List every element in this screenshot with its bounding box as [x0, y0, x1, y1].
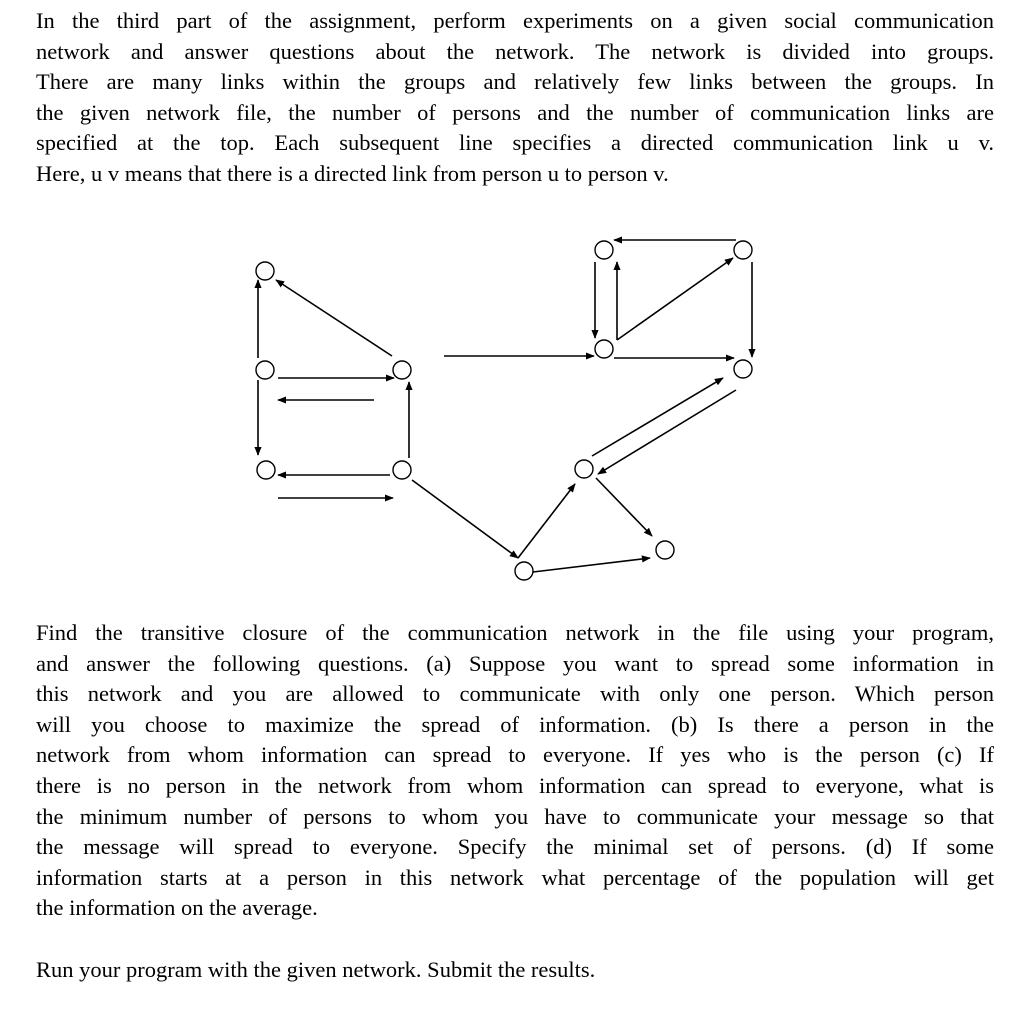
- edge: [412, 480, 518, 558]
- node: [257, 461, 275, 479]
- text-line: In the third part of the assignment, perform experiments on a given social communication: [36, 8, 994, 33]
- node: [734, 241, 752, 259]
- text-line: specified at the top. Each subsequent line specifies a directed communication link u v.: [36, 130, 994, 156]
- edge: [592, 378, 723, 456]
- text-line: Here, u v means that there is a directed link from person u to person v.: [36, 160, 669, 186]
- node: [393, 361, 411, 379]
- closing-paragraph: [36, 955, 994, 986]
- node: [515, 562, 533, 580]
- text-line: Find the transitive closure of the communication network in the file using your program,: [36, 620, 994, 645]
- questions-paragraph: [36, 618, 994, 924]
- edge: [596, 478, 652, 536]
- edge: [518, 484, 575, 558]
- node: [595, 241, 613, 259]
- text-line: the given network file, the number of persons and the number of communication links are: [36, 99, 994, 125]
- edge: [617, 258, 733, 340]
- network-diagram: [0, 220, 1024, 590]
- node: [595, 340, 613, 358]
- text-line: the minimum number of persons to whom you have to communicate your message so that: [36, 803, 994, 829]
- text-line: Run your program with the given network. Submit the results.: [36, 957, 596, 982]
- node: [656, 541, 674, 559]
- node: [256, 262, 274, 280]
- text-line: and answer the following questions. (a) Suppose you want to spread some information in: [36, 650, 994, 676]
- node: [256, 361, 274, 379]
- node: [575, 460, 593, 478]
- text-line: this network and you are allowed to communicate with only one person. Which person: [36, 681, 994, 707]
- text-line: information starts at a person in this network what percentage of the population will get: [36, 864, 994, 890]
- node: [393, 461, 411, 479]
- text-line: network and answer questions about the network. The network is divided into groups.: [36, 38, 994, 64]
- text-line: There are many links within the groups and relatively few links between the groups. In: [36, 69, 994, 95]
- text-line: there is no person in the network from whom information can spread to everyone, what is: [36, 772, 994, 798]
- text-line: network from whom information can spread to everyone. If yes who is the person (c) If: [36, 742, 994, 768]
- edge: [533, 558, 650, 572]
- text-line: will you choose to maximize the spread of information. (b) Is there a person in the: [36, 711, 994, 737]
- text-line: the message will spread to everyone. Specify the minimal set of persons. (d) If some: [36, 834, 994, 860]
- text-line: the information on the average.: [36, 895, 318, 921]
- edge: [276, 280, 392, 356]
- intro-paragraph: [36, 6, 994, 190]
- node: [734, 360, 752, 378]
- edge: [598, 390, 736, 474]
